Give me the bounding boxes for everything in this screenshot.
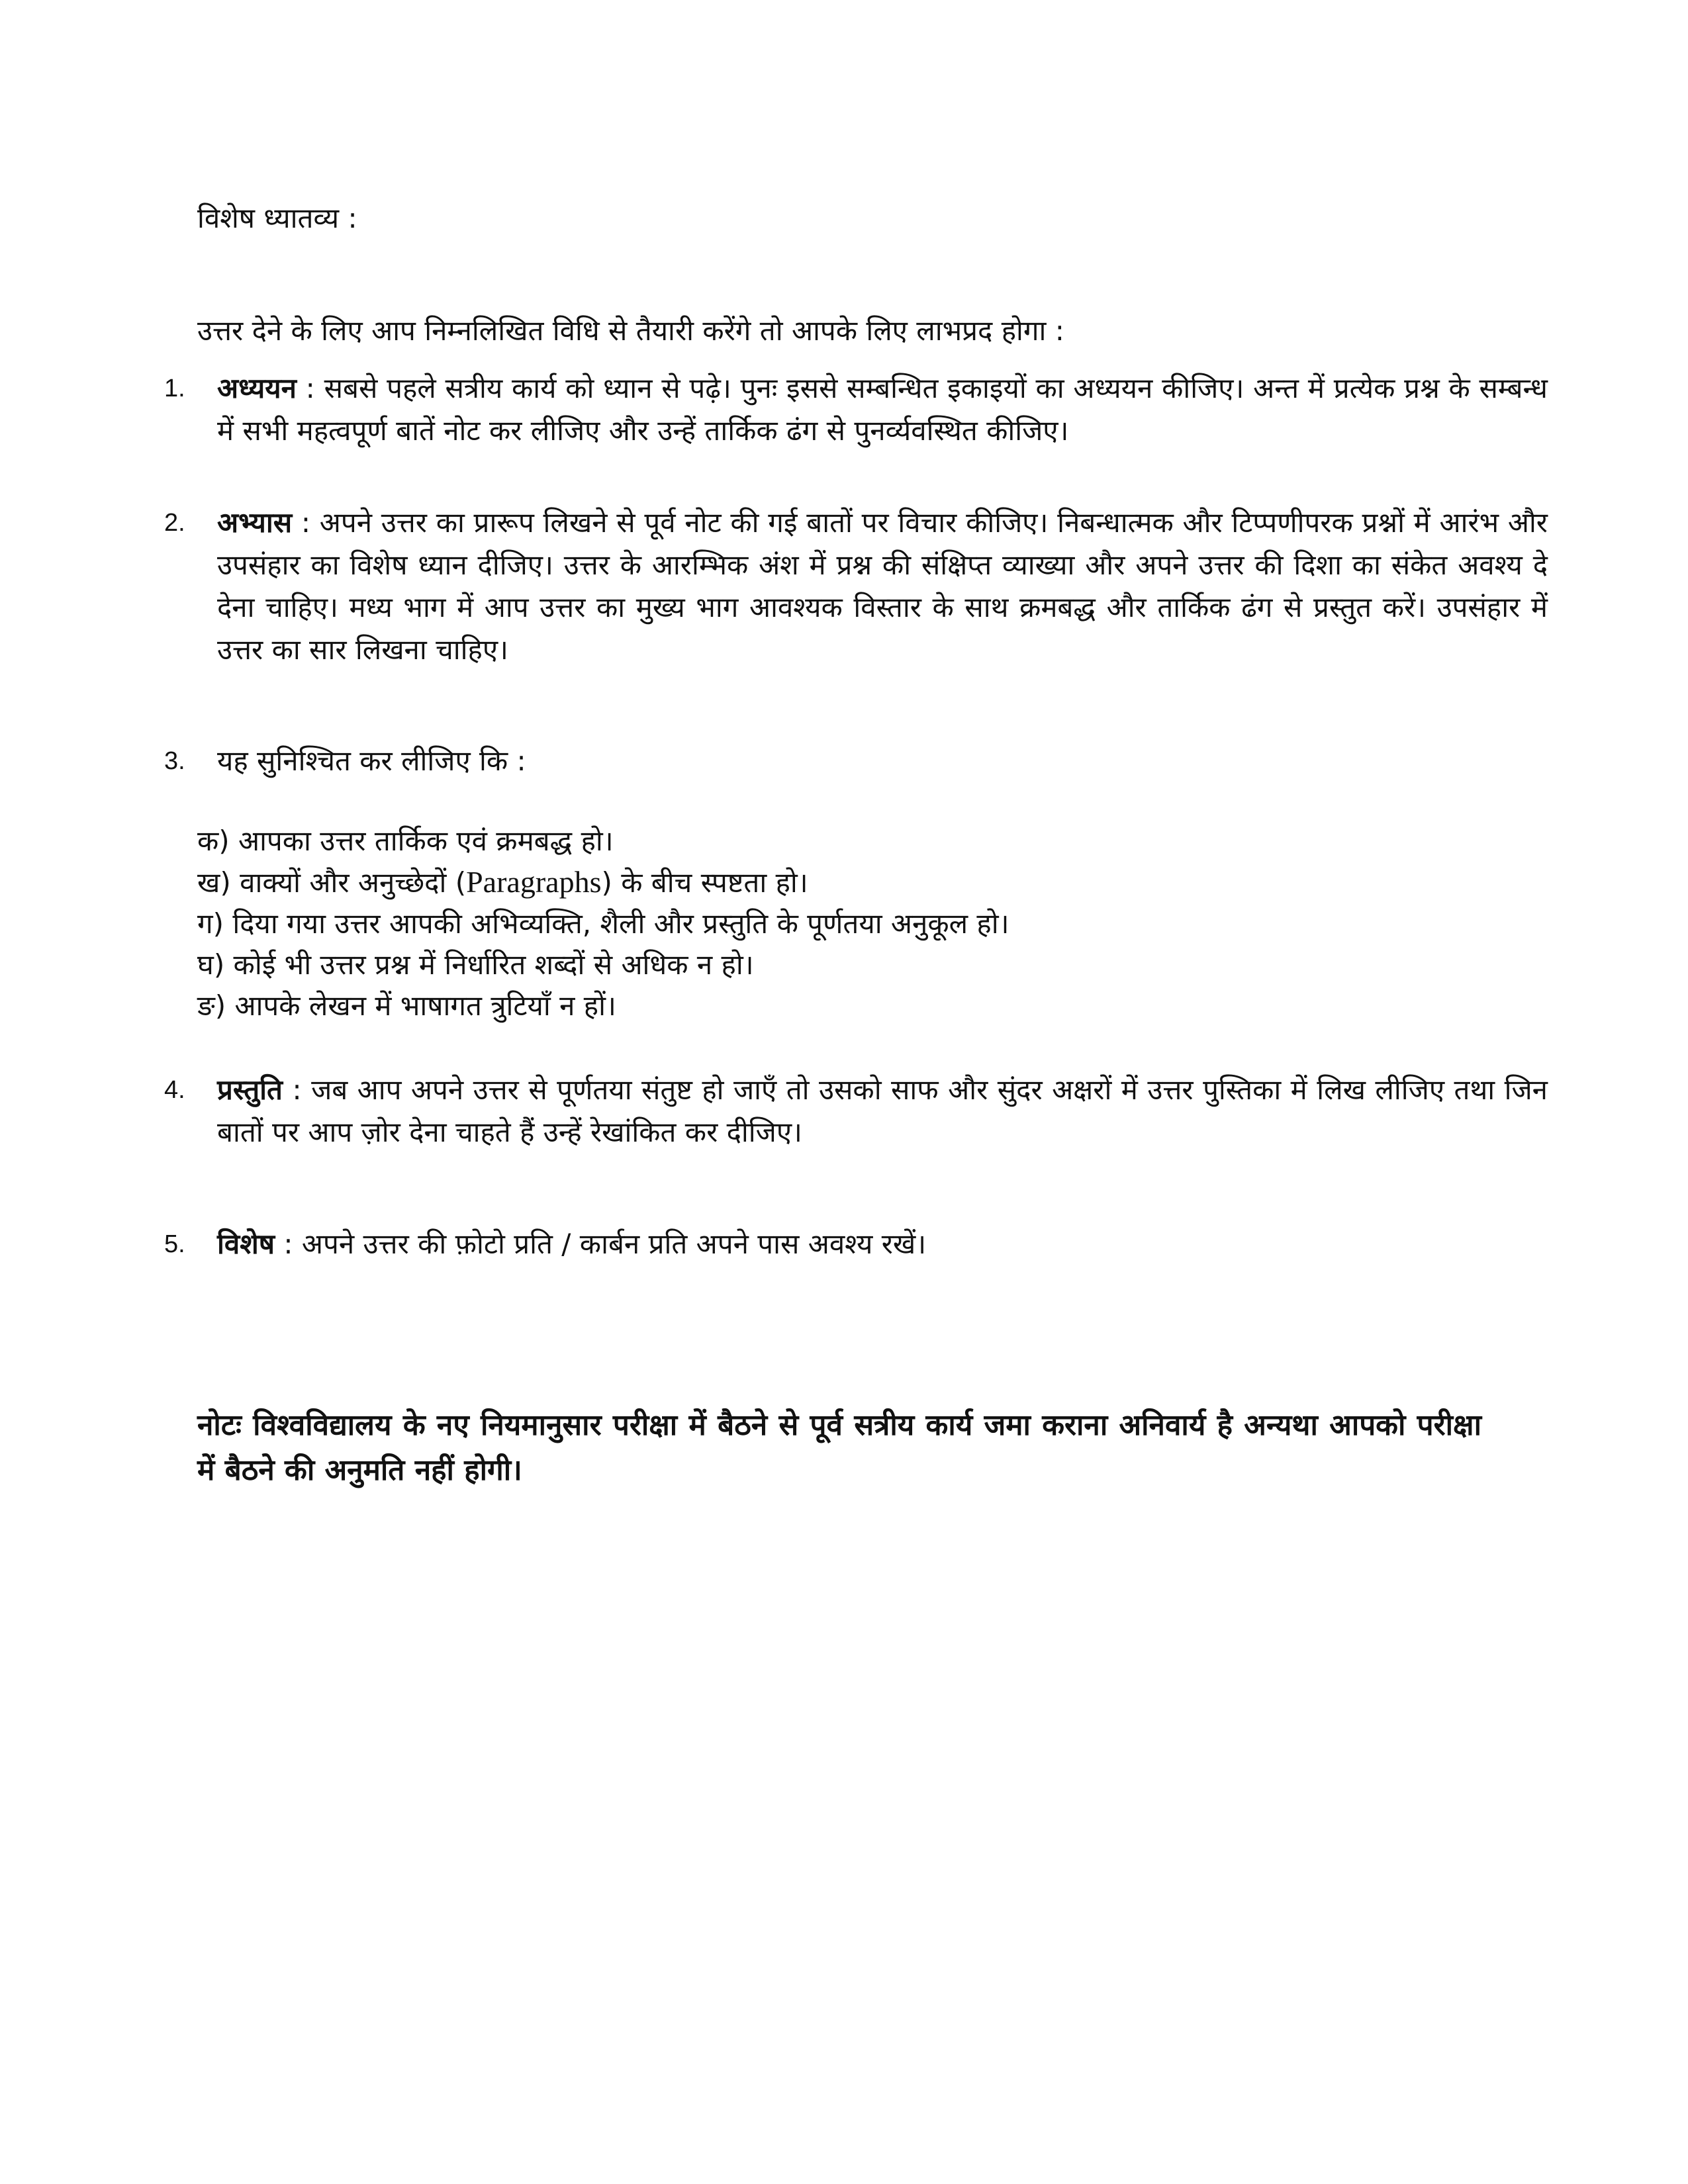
item-title: विशेष [217,1228,275,1260]
checklist-item-nga: ङ) आपके लेखन में भाषागत त्रुटियाँ न हों। [197,989,616,1022]
item-title: प्रस्तुति [217,1073,283,1106]
item-body [217,1069,1548,1154]
item-body [217,1223,1548,1265]
item-text: : अपने उत्तर की फ़ोटो प्रति / कार्बन प्रति अपने पास अवश्य रखें। [275,1228,927,1260]
item-body [217,740,1548,782]
checklist-text: ख) वाक्यों और अनुच्छेदों ( [197,866,467,899]
item-text: : जब आप अपने उत्तर से पूर्णतया संतुष्ट हो जाएँ तो उसको साफ और सुंदर अक्षरों में उत्तर पुस्तिका में लिख लीजिए तथा जिन बातों पर आप ज़ोर देना चाहते हैं उन्हें रेखांकित कर दीजिए। [217,1073,1548,1148]
item-body [217,367,1548,452]
item-text: : अपने उत्तर का प्रारूप लिखने से पूर्व नोट की गई बातों पर विचार कीजिए। निबन्धात्मक और टिप्पणीपरक प्रश्नों में आरंभ और उपसंहार का विशेष ध्यान दीजिए। उत्तर के आरम्भिक अंश में प्रश्न की संक्षिप्त व्याख्या और अपने उत्तर की दिशा का संकेत अवश्य दे देना चाहिए। मध्य भाग में आप उत्तर का मुख्य भाग आवश्यक विस्तार के साथ क्रमबद्ध और तार्किक ढंग से प्रस्तुत करें। उपसंहार में उत्तर का सार लिखना चाहिए। [217,506,1548,666]
item-number: 1. [164,375,185,402]
checklist-item-ka: क) आपका उत्तर तार्किक एवं क्रमबद्ध हो। [197,825,614,857]
item-title: अध्ययन [217,372,297,404]
checklist-item-gha: घ) कोई भी उत्तर प्रश्न में निर्धारित शब्दों से अधिक न हो। [197,948,754,981]
intro-line: उत्तर देने के लिए आप निम्नलिखित विधि से तैयारी करेंगे तो आपके लिए लाभप्रद होगा : [197,314,1064,347]
item-number: 2. [164,509,185,537]
checklist-item-ga: ग) दिया गया उत्तर आपकी अभिव्यक्ति, शैली और प्रस्तुति के पूर्णतया अनुकूल हो। [197,907,1009,940]
checklist-text: ) के बीच स्पष्टता हो। [601,866,808,899]
section-heading: विशेष ध्यातव्य : [197,202,357,234]
checklist-english-term: Paragraphs [466,865,602,899]
note-paragraph: नोटः विश्वविद्यालय के नए नियमानुसार परीक्षा में बैठने से पूर्व सत्रीय कार्य जमा कराना अनिवार्य है अन्यथा आपको परीक्षा में बैठने की अनुमति नहीं होगी। [197,1408,1481,1487]
item-number: 3. [164,747,185,775]
item-text: : सबसे पहले सत्रीय कार्य को ध्यान से पढ़े। पुनः इससे सम्बन्धित इकाइयों का अध्ययन कीजिए। अन्त में प्रत्येक प्रश्न के सम्बन्ध में सभी महत्वपूर्ण बातें नोट कर लीजिए और उन्हें तार्किक ढंग से पुनर्व्यवस्थित कीजिए। [217,372,1548,447]
item-number: 5. [164,1230,185,1258]
item-title: अभ्यास [217,506,293,539]
item-body [217,502,1548,671]
checklist [197,821,1455,1026]
item-number: 4. [164,1076,185,1104]
checklist-item-kha [197,862,1455,903]
item-text: यह सुनिश्चित कर लीजिए कि : [217,745,526,777]
